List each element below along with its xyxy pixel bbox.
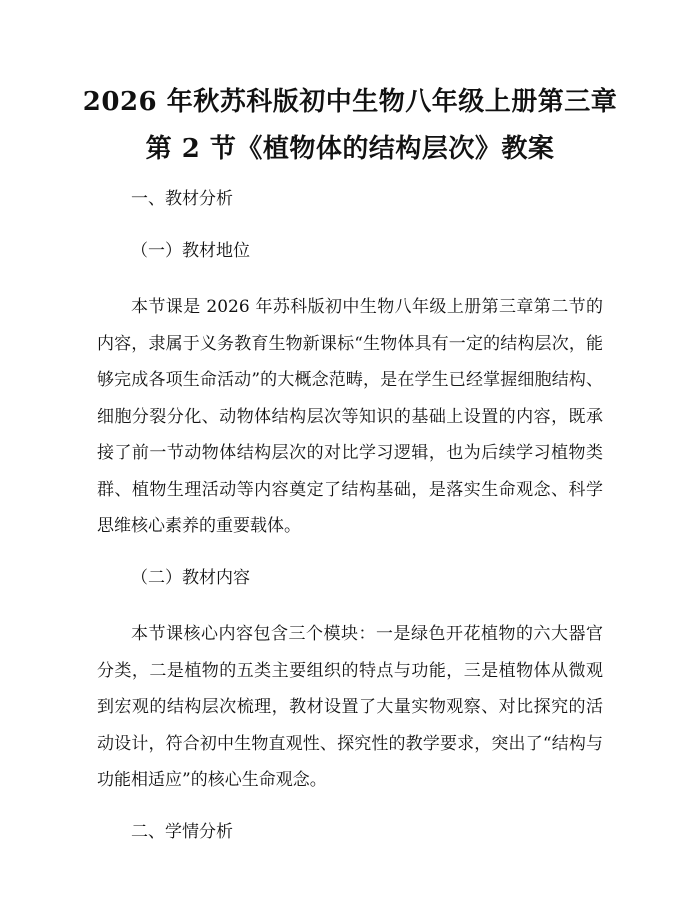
paragraph-textbook-status: 本节课是 2026 年苏科版初中生物八年级上册第三章第二节的内容，隶属于义务教育生物新课标“生物体具有一定的结构层次，能够完成各项生命活动”的大概念范畴，是在学生已经掌握细胞结构、细胞分裂分化、动物体结构层次等知识的基础上设置的内容，既承接了前一节动物体结构层次的对比学习逻辑，也为后续学习植物类群、植物生理活动等内容奠定了结构基础，是落实生命观念、科学思维核心素养的重要载体。 <box>97 297 603 537</box>
section-heading-textbook-analysis: 一、教材分析 <box>131 189 233 209</box>
document-body <box>97 186 603 846</box>
document-title-line-1: 2026 年秋苏科版初中生物八年级上册第三章 <box>82 87 618 117</box>
paragraph-textbook-content: 本节课核心内容包含三个模块：一是绿色开花植物的六大器官分类，二是植物的五类主要组织的特点与功能，三是植物体从微观到宏观的结构层次梳理，教材设置了大量实物观察、对比探究的活动设计，符合初中生物直观性、探究性的教学要求，突出了“结构与功能相适应”的核心生命观念。 <box>97 624 603 791</box>
subsection-heading-textbook-content: （二）教材内容 <box>131 567 250 588</box>
section-heading-student-analysis: 二、学情分析 <box>131 821 233 842</box>
subsection-heading-textbook-status: （一）教材地位 <box>131 241 250 262</box>
document-title-line-2: 第 2 节《植物体的结构层次》教案 <box>145 134 555 164</box>
